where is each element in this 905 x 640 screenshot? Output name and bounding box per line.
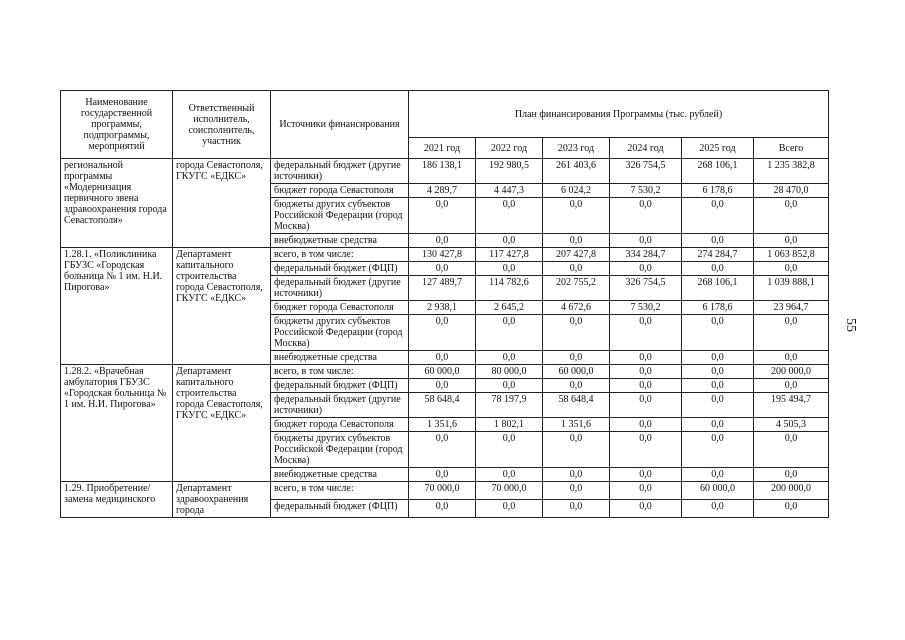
amount-cell: 0,0: [409, 468, 476, 482]
total-cell: 0,0: [754, 262, 829, 276]
amount-cell: 0,0: [682, 418, 754, 432]
amount-cell: 1 351,6: [543, 418, 610, 432]
amount-cell: 0,0: [476, 198, 543, 234]
total-cell: 195 494,7: [754, 393, 829, 418]
amount-cell: 0,0: [610, 365, 682, 379]
amount-cell: 0,0: [610, 418, 682, 432]
total-cell: 0,0: [754, 315, 829, 351]
amount-cell: 0,0: [682, 500, 754, 518]
amount-cell: 1 351,6: [409, 418, 476, 432]
amount-cell: 0,0: [610, 379, 682, 393]
executor-cell: города Севастополя, ГКУГС «ЕДКС»: [173, 159, 271, 248]
financing-table: [60, 90, 829, 518]
total-cell: 0,0: [754, 234, 829, 248]
amount-cell: 0,0: [610, 315, 682, 351]
amount-cell: 0,0: [476, 468, 543, 482]
amount-cell: 6 178,6: [682, 184, 754, 198]
amount-cell: 7 530,2: [610, 301, 682, 315]
page-number: 55: [843, 318, 858, 332]
amount-cell: 0,0: [409, 234, 476, 248]
amount-cell: 0,0: [476, 432, 543, 468]
amount-cell: 117 427,8: [476, 248, 543, 262]
executor-cell: Департамент здравоохранения города: [173, 482, 271, 518]
executor-cell: Департамент капитального строительства города Севастополя, ГКУГС «ЕДКС»: [173, 248, 271, 365]
total-cell: 1 235 382,8: [754, 159, 829, 184]
amount-cell: 268 106,1: [682, 159, 754, 184]
funding-source: федеральный бюджет (другие источники): [271, 276, 409, 301]
amount-cell: 114 782,6: [476, 276, 543, 301]
amount-cell: 0,0: [610, 500, 682, 518]
header-year: 2022 год: [476, 138, 543, 159]
measure-name: 1.29. Приобретение/замена медицинского: [61, 482, 173, 518]
amount-cell: 6 024,2: [543, 184, 610, 198]
amount-cell: 207 427,8: [543, 248, 610, 262]
amount-cell: 0,0: [409, 262, 476, 276]
amount-cell: 0,0: [476, 379, 543, 393]
amount-cell: 130 427,8: [409, 248, 476, 262]
amount-cell: 0,0: [610, 234, 682, 248]
header-name: Наименование государственной программы, подпрограммы, мероприятий: [61, 91, 173, 159]
amount-cell: 0,0: [476, 500, 543, 518]
funding-source: бюджет города Севастополя: [271, 184, 409, 198]
amount-cell: 326 754,5: [610, 276, 682, 301]
amount-cell: 0,0: [610, 262, 682, 276]
funding-source: бюджеты других субъектов Российской Федерации (город Москва): [271, 198, 409, 234]
amount-cell: 0,0: [682, 262, 754, 276]
header-year: 2024 год: [610, 138, 682, 159]
amount-cell: 261 403,6: [543, 159, 610, 184]
funding-source: федеральный бюджет (другие источники): [271, 393, 409, 418]
amount-cell: 60 000,0: [682, 482, 754, 500]
amount-cell: 186 138,1: [409, 159, 476, 184]
funding-source: всего, в том числе:: [271, 482, 409, 500]
total-cell: 0,0: [754, 500, 829, 518]
amount-cell: 2 938,1: [409, 301, 476, 315]
amount-cell: 0,0: [476, 351, 543, 365]
header-executor: Ответственный исполнитель, соисполнитель, участник: [173, 91, 271, 159]
amount-cell: 0,0: [543, 262, 610, 276]
total-cell: 28 470,0: [754, 184, 829, 198]
amount-cell: 0,0: [610, 432, 682, 468]
funding-source: бюджет города Севастополя: [271, 418, 409, 432]
total-cell: 1 039 888,1: [754, 276, 829, 301]
header-year: 2025 год: [682, 138, 754, 159]
funding-source: внебюджетные средства: [271, 468, 409, 482]
amount-cell: 0,0: [682, 432, 754, 468]
amount-cell: 0,0: [409, 198, 476, 234]
amount-cell: 0,0: [543, 482, 610, 500]
amount-cell: 0,0: [682, 393, 754, 418]
amount-cell: 0,0: [543, 500, 610, 518]
header-plan: План финансирования Программы (тыс. рублей): [409, 91, 829, 138]
total-cell: 0,0: [754, 468, 829, 482]
amount-cell: 0,0: [682, 468, 754, 482]
funding-source: федеральный бюджет (ФЦП): [271, 262, 409, 276]
total-cell: 23 964,7: [754, 301, 829, 315]
amount-cell: 0,0: [409, 432, 476, 468]
amount-cell: 58 648,4: [409, 393, 476, 418]
amount-cell: 0,0: [543, 432, 610, 468]
funding-source: федеральный бюджет (другие источники): [271, 159, 409, 184]
amount-cell: 0,0: [476, 262, 543, 276]
amount-cell: 0,0: [682, 365, 754, 379]
amount-cell: 60 000,0: [409, 365, 476, 379]
total-cell: 1 063 852,8: [754, 248, 829, 262]
amount-cell: 0,0: [543, 315, 610, 351]
header-year: 2023 год: [543, 138, 610, 159]
amount-cell: 0,0: [409, 351, 476, 365]
amount-cell: 0,0: [409, 500, 476, 518]
amount-cell: 0,0: [409, 315, 476, 351]
amount-cell: 70 000,0: [409, 482, 476, 500]
amount-cell: 6 178,6: [682, 301, 754, 315]
funding-source: внебюджетные средства: [271, 351, 409, 365]
amount-cell: 4 289,7: [409, 184, 476, 198]
amount-cell: 7 530,2: [610, 184, 682, 198]
amount-cell: 78 197,9: [476, 393, 543, 418]
funding-source: федеральный бюджет (ФЦП): [271, 379, 409, 393]
funding-source: бюджеты других субъектов Российской Федерации (город Москва): [271, 432, 409, 468]
funding-source: внебюджетные средства: [271, 234, 409, 248]
amount-cell: 0,0: [610, 393, 682, 418]
amount-cell: 70 000,0: [476, 482, 543, 500]
amount-cell: 334 284,7: [610, 248, 682, 262]
measure-name: региональной программы «Модернизация первичного звена здравоохранения города Севастополя»: [61, 159, 173, 248]
amount-cell: 0,0: [476, 234, 543, 248]
funding-source: федеральный бюджет (ФЦП): [271, 500, 409, 518]
total-cell: 0,0: [754, 351, 829, 365]
table-row: [61, 482, 829, 500]
header-source: Источники финансирования: [271, 91, 409, 159]
amount-cell: 0,0: [682, 379, 754, 393]
funding-source: бюджеты других субъектов Российской Федерации (город Москва): [271, 315, 409, 351]
table-row: [61, 159, 829, 184]
total-cell: 4 505,3: [754, 418, 829, 432]
amount-cell: 127 489,7: [409, 276, 476, 301]
total-cell: 0,0: [754, 432, 829, 468]
amount-cell: 0,0: [682, 198, 754, 234]
amount-cell: 80 000,0: [476, 365, 543, 379]
amount-cell: 0,0: [543, 351, 610, 365]
amount-cell: 202 755,2: [543, 276, 610, 301]
amount-cell: 0,0: [610, 482, 682, 500]
amount-cell: 0,0: [476, 315, 543, 351]
executor-cell: Департамент капитального строительства города Севастополя, ГКУГС «ЕДКС»: [173, 365, 271, 482]
amount-cell: 0,0: [543, 198, 610, 234]
amount-cell: 274 284,7: [682, 248, 754, 262]
amount-cell: 0,0: [610, 351, 682, 365]
amount-cell: 60 000,0: [543, 365, 610, 379]
amount-cell: 1 802,1: [476, 418, 543, 432]
amount-cell: 0,0: [543, 234, 610, 248]
amount-cell: 58 648,4: [543, 393, 610, 418]
total-cell: 200 000,0: [754, 365, 829, 379]
total-cell: 0,0: [754, 198, 829, 234]
amount-cell: 0,0: [682, 315, 754, 351]
header-year: 2021 год: [409, 138, 476, 159]
amount-cell: 2 645,2: [476, 301, 543, 315]
amount-cell: 326 754,5: [610, 159, 682, 184]
header-total: Всего: [754, 138, 829, 159]
amount-cell: 0,0: [682, 234, 754, 248]
amount-cell: 0,0: [610, 198, 682, 234]
amount-cell: 0,0: [543, 468, 610, 482]
amount-cell: 4 672,6: [543, 301, 610, 315]
amount-cell: 192 980,5: [476, 159, 543, 184]
amount-cell: 268 106,1: [682, 276, 754, 301]
measure-name: 1.28.2. «Врачебная амбулатория ГБУЗС «Городская больница № 1 им. Н.И. Пирогова»: [61, 365, 173, 482]
funding-source: бюджет города Севастополя: [271, 301, 409, 315]
amount-cell: 4 447,3: [476, 184, 543, 198]
table-row: [61, 365, 829, 379]
funding-source: всего, в том числе:: [271, 248, 409, 262]
amount-cell: 0,0: [682, 351, 754, 365]
total-cell: 0,0: [754, 379, 829, 393]
amount-cell: 0,0: [543, 379, 610, 393]
amount-cell: 0,0: [409, 379, 476, 393]
total-cell: 200 000,0: [754, 482, 829, 500]
amount-cell: 0,0: [610, 468, 682, 482]
funding-source: всего, в том числе:: [271, 365, 409, 379]
table-row: [61, 248, 829, 262]
measure-name: 1.28.1. «Поликлиника ГБУЗС «Городская больница № 1 им. Н.И. Пирогова»: [61, 248, 173, 365]
